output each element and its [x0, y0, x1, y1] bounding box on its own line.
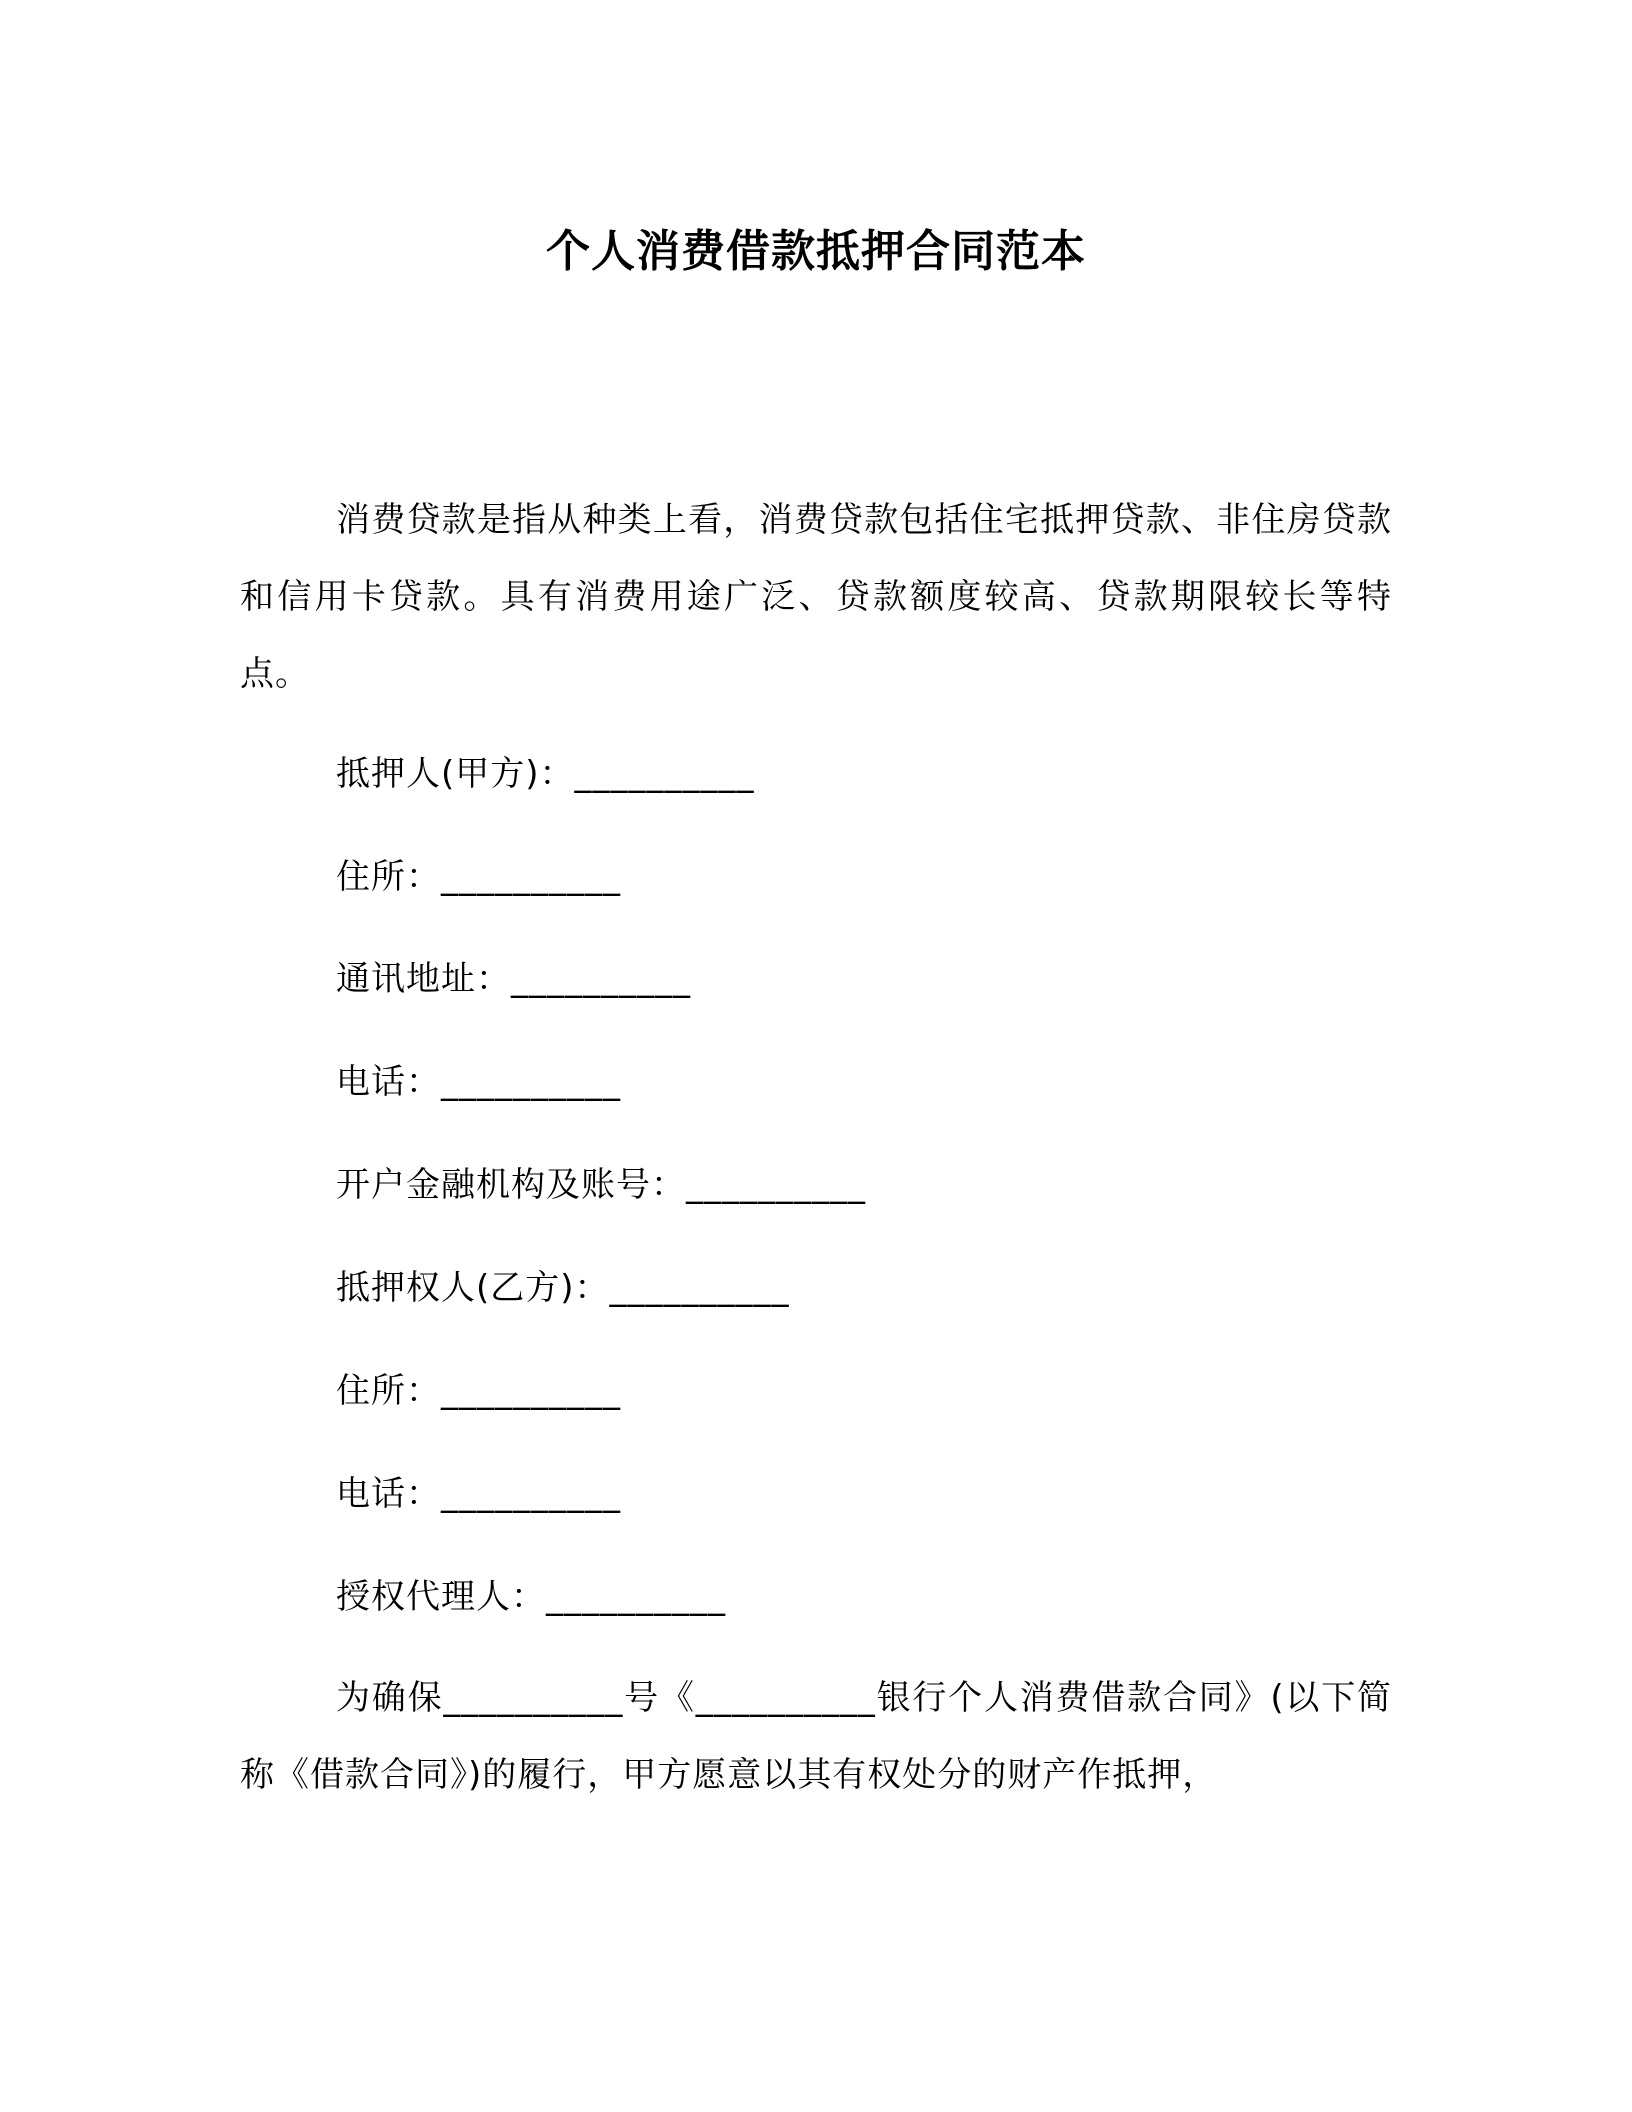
field-label: 授权代理人： — [336, 1577, 546, 1617]
field-blank: __________ — [441, 1062, 621, 1102]
intro-paragraph: 消费贷款是指从种类上看，消费贷款包括住宅抵押贷款、非住房贷款和信用卡贷款。具有消费用途广泛、贷款额度较高、贷款期限较长等特点。 — [240, 500, 1392, 694]
field-blank: __________ — [441, 1474, 621, 1514]
field-label: 抵押权人(乙方)： — [336, 1268, 610, 1308]
field-mortgagor — [336, 752, 755, 796]
field-mortgagee — [336, 1266, 790, 1310]
field-blank: __________ — [441, 857, 621, 897]
field-blank: __________ — [609, 1268, 790, 1308]
field-blank: __________ — [441, 1371, 621, 1411]
document-title: 个人消费借款抵押合同范本 — [546, 226, 1086, 277]
closing-paragraph: 为确保__________号《__________银行个人消费借款合同》(以下简称《借款合同》)的履行，甲方愿意以其有权处分的财产作抵押， — [240, 1678, 1392, 1795]
field-mortgagor-phone — [336, 1060, 621, 1104]
field-mortgagee-address — [336, 1369, 621, 1413]
field-label: 抵押人(甲方)： — [336, 754, 575, 794]
field-mortgagee-phone — [336, 1472, 621, 1516]
field-label: 电话： — [336, 1062, 441, 1102]
field-blank: __________ — [686, 1165, 866, 1205]
field-label: 电话： — [336, 1474, 441, 1514]
field-label: 住所： — [336, 1371, 441, 1411]
field-bank-account — [336, 1163, 866, 1207]
field-label: 开户金融机构及账号： — [336, 1165, 686, 1205]
field-label: 通讯地址： — [336, 959, 511, 999]
field-blank: __________ — [546, 1577, 726, 1617]
field-mailing-address — [336, 957, 691, 1001]
field-mortgagor-address — [336, 855, 621, 899]
field-authorized-agent — [336, 1575, 726, 1619]
field-label: 住所： — [336, 857, 441, 897]
field-blank: __________ — [574, 754, 755, 794]
field-blank: __________ — [511, 959, 691, 999]
